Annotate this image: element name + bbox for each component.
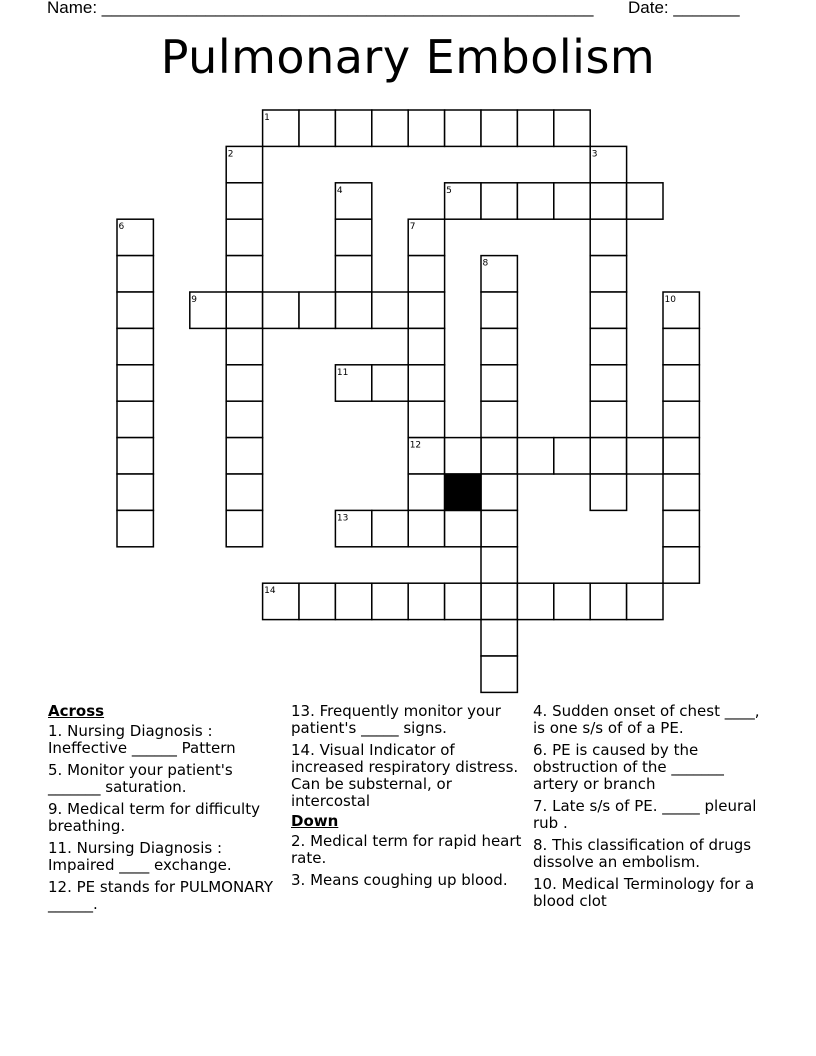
grid-cell[interactable] [481, 328, 517, 364]
clue-1 [48, 723, 284, 757]
clues-column-1 [48, 703, 284, 918]
grid-cell[interactable] [481, 110, 517, 146]
grid-cell[interactable] [226, 474, 262, 510]
clue-number: 13. [291, 702, 320, 720]
clue-text: Means coughing up blood. [310, 871, 508, 889]
clues-column-3 [533, 703, 771, 915]
grid-cell[interactable] [263, 292, 299, 328]
grid-cell[interactable] [226, 438, 262, 474]
grid-cell[interactable] [117, 401, 153, 437]
grid-cell[interactable] [299, 583, 335, 619]
clue-text: Medical term for rapid heart rate. [291, 832, 522, 867]
grid-black-cell [445, 474, 481, 510]
grid-cell[interactable] [335, 110, 371, 146]
grid-cell[interactable] [663, 474, 699, 510]
clue-3 [291, 872, 523, 889]
grid-cell[interactable] [590, 292, 626, 328]
clue-text: Nursing Diagnosis : Impaired ____ exchange. [48, 839, 232, 874]
cell-number: 13 [336, 513, 349, 524]
grid-cell[interactable] [445, 110, 481, 146]
grid-cell[interactable] [335, 583, 371, 619]
grid-cell[interactable] [372, 583, 408, 619]
grid-cell[interactable] [481, 292, 517, 328]
clue-text: Monitor your patient's _______ saturation. [48, 761, 233, 796]
clue-text: Nursing Diagnosis : Ineffective ______ Pattern [48, 722, 236, 757]
grid-cell[interactable] [590, 583, 626, 619]
clue-text: Frequently monitor your patient's _____ signs. [291, 702, 501, 737]
clue-8 [533, 837, 771, 871]
grid-cell[interactable] [372, 292, 408, 328]
grid-cell[interactable] [590, 328, 626, 364]
clue-number: 11. [48, 839, 77, 857]
grid-cell[interactable] [627, 438, 663, 474]
grid-cell[interactable] [372, 365, 408, 401]
name-field-label: Name: ____________________________________________________ [47, 0, 594, 17]
grid-cell[interactable] [663, 328, 699, 364]
clue-text: PE is caused by the obstruction of the _______ artery or branch [533, 741, 724, 793]
clue-13 [291, 703, 523, 737]
grid-cell[interactable] [481, 474, 517, 510]
cell-number: 10 [664, 295, 676, 305]
clue-number: 14. [291, 741, 320, 759]
clue-number: 9. [48, 800, 68, 818]
clue-number: 8. [533, 836, 553, 854]
grid-cell[interactable] [554, 183, 590, 219]
grid-cell[interactable] [408, 328, 444, 364]
cell-number: 2 [227, 149, 234, 160]
page-title: Pulmonary Embolism [160, 30, 656, 84]
grid-cell[interactable] [481, 510, 517, 546]
grid-cell[interactable] [481, 438, 517, 474]
grid-cell[interactable] [445, 438, 481, 474]
grid-cell[interactable] [517, 110, 553, 146]
clue-number: 1. [48, 722, 68, 740]
grid-cell[interactable] [117, 510, 153, 546]
grid-cell[interactable] [335, 256, 371, 292]
grid-cell[interactable] [408, 256, 444, 292]
grid-cell[interactable] [590, 365, 626, 401]
grid-cell[interactable] [663, 438, 699, 474]
clue-text: This classification of drugs dissolve an embolism. [533, 836, 752, 871]
clue-6 [533, 742, 771, 793]
clue-10 [533, 876, 771, 910]
grid-cell[interactable] [117, 328, 153, 364]
grid-cell[interactable] [408, 474, 444, 510]
cell-number: 14 [264, 586, 276, 597]
grid-cell[interactable] [372, 510, 408, 546]
grid-cell[interactable] [481, 401, 517, 437]
grid-cell[interactable] [226, 256, 262, 292]
clue-11 [48, 840, 284, 874]
grid-cell[interactable] [481, 583, 517, 619]
cell-number: 11 [336, 367, 349, 378]
clue-number: 7. [533, 797, 553, 815]
grid-cell[interactable] [481, 620, 517, 656]
across-clue-list [48, 723, 284, 913]
clue-number: 3. [291, 871, 311, 889]
grid-cell[interactable] [627, 583, 663, 619]
grid-cell[interactable] [663, 365, 699, 401]
grid-cell[interactable] [408, 110, 444, 146]
clue-number: 12. [48, 878, 77, 896]
clues-column-2 [291, 703, 523, 894]
across-clue-list-cont [291, 703, 523, 810]
grid-cell[interactable] [590, 183, 626, 219]
grid-cell[interactable] [117, 256, 153, 292]
grid-cell[interactable] [226, 401, 262, 437]
grid-cell[interactable] [554, 438, 590, 474]
across-heading: Across [48, 702, 105, 720]
grid-cell[interactable] [554, 110, 590, 146]
cell-number: 12 [409, 440, 422, 451]
clue-5 [48, 762, 284, 796]
grid-cell[interactable] [627, 183, 663, 219]
grid-cell[interactable] [663, 510, 699, 546]
grid-cell[interactable] [517, 183, 553, 219]
date-field-label: Date: _______ [628, 0, 740, 17]
cell-number: 8 [482, 258, 489, 269]
clue-text: PE stands for PULMONARY ______. [48, 878, 274, 913]
grid-cell[interactable] [590, 401, 626, 437]
clue-7 [533, 798, 771, 832]
grid-cell[interactable] [590, 256, 626, 292]
grid-cell[interactable] [117, 292, 153, 328]
grid-cell[interactable] [299, 110, 335, 146]
clue-text: Late s/s of PE. _____ pleural rub . [533, 797, 757, 832]
down-clue-list [291, 833, 523, 889]
clue-14 [291, 742, 523, 810]
clue-text: Visual Indicator of increased respiratory distress. Can be substernal, or intercostal [291, 741, 519, 810]
clue-number: 10. [533, 875, 562, 893]
grid-cell[interactable] [372, 110, 408, 146]
cell-number: 3 [591, 149, 598, 160]
grid-cell[interactable] [481, 365, 517, 401]
grid-cell[interactable] [554, 583, 590, 619]
grid-cell[interactable] [590, 219, 626, 255]
grid-cell[interactable] [226, 328, 262, 364]
grid-cell[interactable] [117, 474, 153, 510]
grid-cell[interactable] [408, 510, 444, 546]
grid-cell[interactable] [408, 401, 444, 437]
clue-number: 6. [533, 741, 553, 759]
cell-number: 6 [118, 222, 125, 233]
grid-cell[interactable] [445, 583, 481, 619]
clue-2 [291, 833, 523, 867]
grid-cell[interactable] [299, 292, 335, 328]
clue-text: Sudden onset of chest ____, is one s/s of of a PE. [533, 702, 760, 737]
clue-text: Medical Terminology for a blood clot [533, 875, 755, 910]
clue-4 [533, 703, 771, 737]
grid-cell[interactable] [445, 510, 481, 546]
grid-cell[interactable] [117, 365, 153, 401]
grid-cell[interactable] [226, 219, 262, 255]
grid-cell[interactable] [408, 583, 444, 619]
grid-cell[interactable] [335, 292, 371, 328]
grid-cell[interactable] [481, 183, 517, 219]
clue-number: 4. [533, 702, 553, 720]
cell-number: 4 [336, 185, 343, 196]
grid-cell[interactable] [481, 547, 517, 583]
grid-cell[interactable] [590, 438, 626, 474]
clue-12 [48, 879, 284, 913]
clue-number: 5. [48, 761, 68, 779]
clue-text: Medical term for difficulty breathing. [48, 800, 260, 835]
cell-number: 7 [409, 222, 416, 233]
grid-cell[interactable] [226, 183, 262, 219]
clue-number: 2. [291, 832, 311, 850]
grid-cell[interactable] [226, 365, 262, 401]
clue-9 [48, 801, 284, 835]
grid-cell[interactable] [517, 438, 553, 474]
grid-cell[interactable] [226, 292, 262, 328]
down-heading: Down [291, 812, 339, 830]
cell-number: 1 [264, 113, 270, 123]
grid-cell[interactable] [517, 583, 553, 619]
grid-cell[interactable] [663, 401, 699, 437]
grid-cell[interactable] [408, 292, 444, 328]
grid-cell[interactable] [117, 438, 153, 474]
down-clue-list-cont [533, 703, 771, 910]
grid-cell[interactable] [335, 219, 371, 255]
cell-number: 9 [191, 295, 198, 305]
cell-number: 5 [446, 185, 452, 196]
grid-cell[interactable] [590, 474, 626, 510]
grid-cell[interactable] [408, 365, 444, 401]
grid-cell[interactable] [481, 656, 517, 692]
grid-cell[interactable] [663, 547, 699, 583]
grid-cell[interactable] [226, 510, 262, 546]
